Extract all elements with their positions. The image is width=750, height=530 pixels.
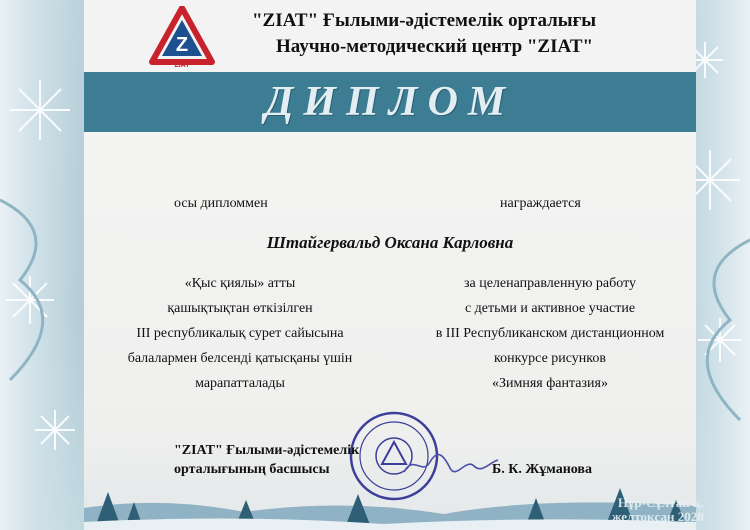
snowflake-border-left: [0, 0, 90, 530]
reason-ru-line: с детьми и активное участие: [464, 301, 636, 316]
reason-kz-line: «Қыс қиялы» атты: [184, 276, 296, 291]
org-name-kz: "ZIAT" Ғылыми-әдістемелік орталығы: [252, 10, 597, 31]
date-line: желтоқсан 2020: [612, 509, 704, 524]
signatory-position-line1: "ZIAT" Ғылыми-әдістемелік: [174, 443, 360, 458]
signatory-name: Б. К. Жұманова: [492, 462, 592, 477]
reason-kz-line: марапатталады: [195, 376, 285, 391]
reason-ru-line: за целенаправленную работу: [463, 276, 637, 291]
signature: [400, 450, 500, 480]
reason-kz-line: балалармен белсенді қатысқаны үшін: [127, 351, 353, 366]
reason-ru-line: в III Республиканском дистанционном: [435, 326, 665, 341]
award-phrase-kz: осы дипломмен: [174, 196, 268, 211]
reason-ru-line: «Зимняя фантазия»: [492, 376, 608, 391]
city-date: [612, 496, 704, 524]
award-phrase-ru: награждается: [500, 196, 581, 211]
city-line: Нұр-Сұлтан қ.: [617, 495, 704, 510]
org-name-ru: Научно-методический центр "ZIAT": [276, 36, 594, 57]
recipient-name: Штайгервальд Оксана Карловна: [266, 233, 514, 252]
svg-text:Z: Z: [175, 34, 189, 56]
reason-ru-line: конкурсе рисунков: [494, 351, 606, 366]
reason-kz-line: қашықтықтан өткізілген: [167, 301, 313, 316]
ziat-logo: [148, 6, 216, 68]
reason-kz-line: III республикалық сурет сайысына: [136, 326, 344, 341]
diploma-title: ДИПЛОМ: [264, 79, 516, 125]
winter-forest-decoration: [84, 478, 696, 530]
signatory-position-line2: орталығының басшысы: [174, 462, 330, 477]
svg-text:ZIAT: ZIAT: [174, 62, 190, 68]
